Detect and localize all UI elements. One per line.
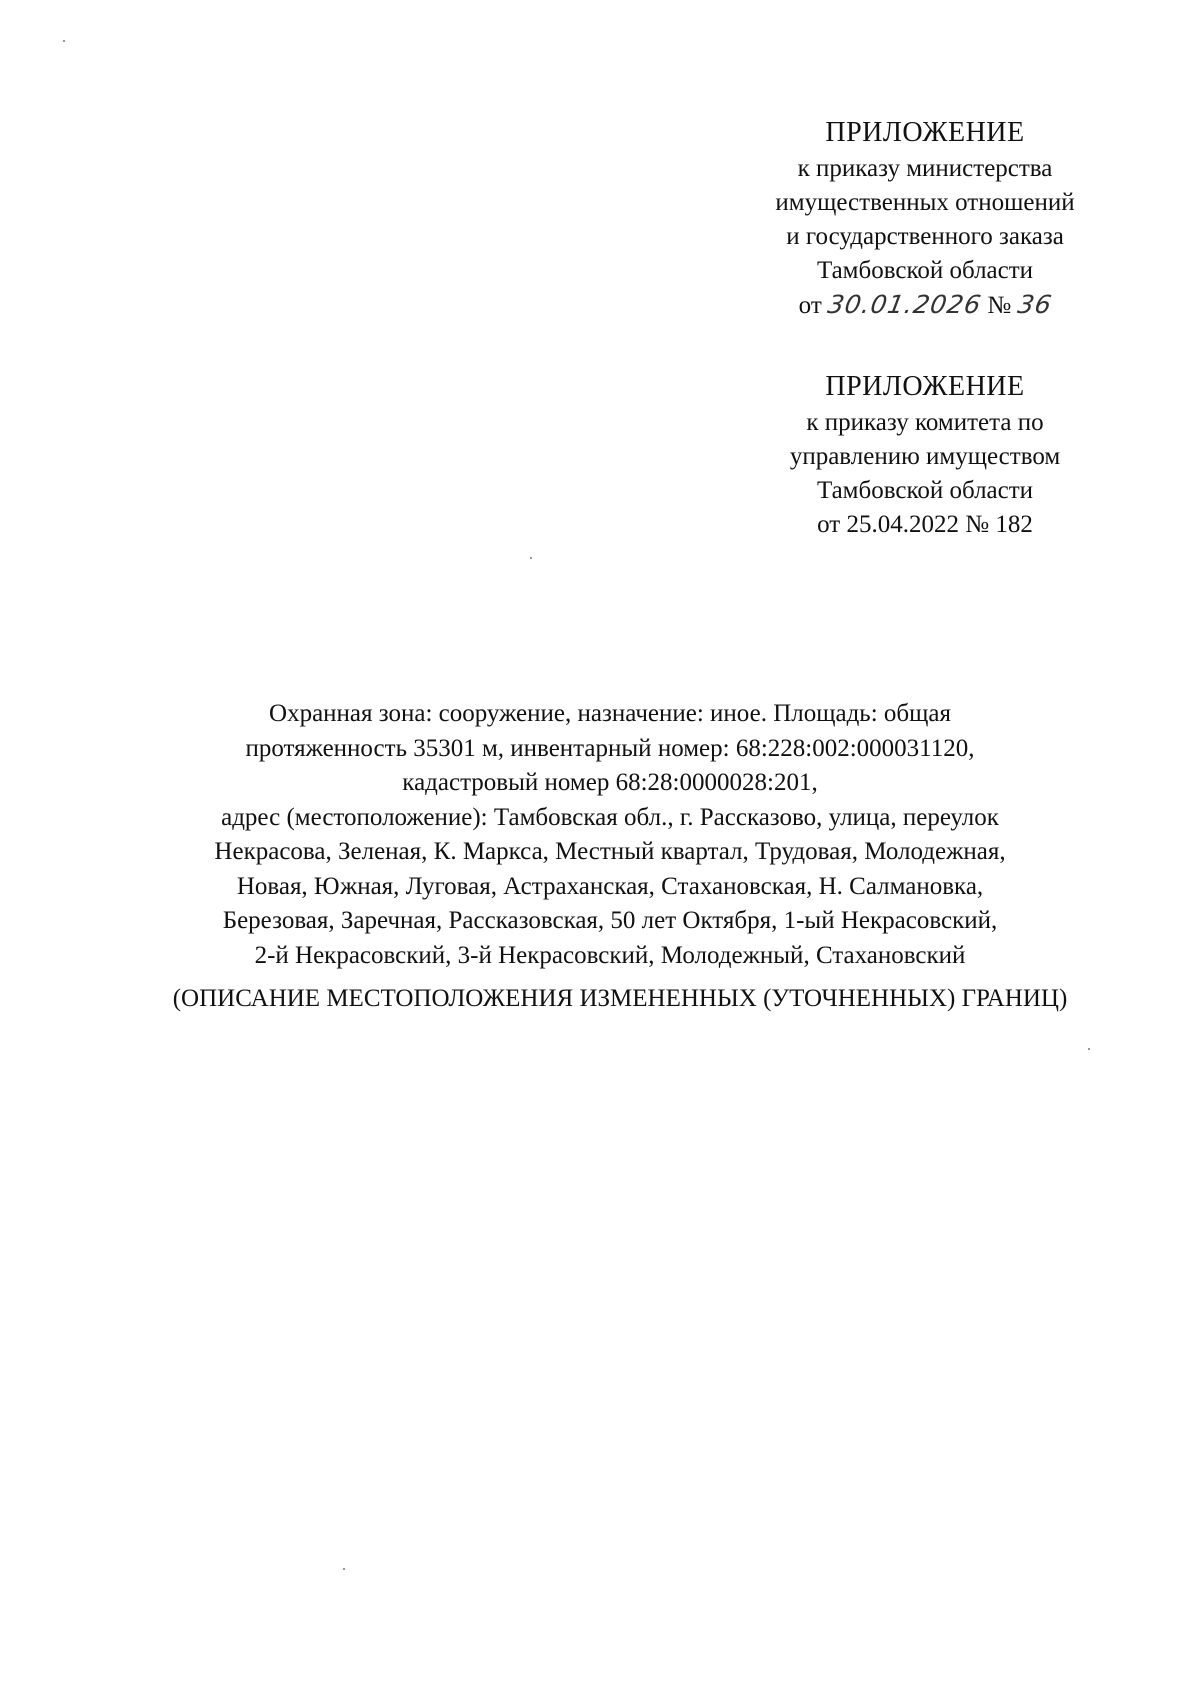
handwritten-date: 30.01.2026 (825, 290, 984, 319)
section-subtitle: (ОПИСАНИЕ МЕСТОПОЛОЖЕНИЯ ИЗМЕНЕННЫХ (УТОЧНЕННЫХ) ГРАНИЦ) (172, 985, 1068, 1012)
description-line: протяженность 35301 м, инвентарный номер: 68:228:002:000031120, (245, 734, 975, 762)
scan-speck (530, 557, 532, 559)
appendix-previous (735, 368, 1115, 542)
appendix-heading: ПРИЛОЖЕНИЕ (825, 117, 1025, 148)
scan-speck (63, 40, 65, 42)
description-line: Новая, Южная, Луговая, Астраханская, Стахановская, Н. Салмановка, (236, 872, 984, 900)
appendix-line: и государственного заказа (786, 223, 1064, 250)
handwritten-number: 36 (1015, 290, 1054, 319)
scan-speck (1088, 1048, 1090, 1050)
description-line: адрес (местоположение): Тамбовская обл., г. Рассказово, улица, переулок (221, 803, 999, 831)
appendix-line: от 25.04.2022 № 182 (817, 511, 1033, 538)
description-line: кадастровый номер 68:28:0000028:201, (402, 769, 818, 796)
appendix-line: управлению имуществом (789, 443, 1061, 470)
description-line: Охранная зона: сооружение, назначение: иное. Площадь: общая (269, 700, 951, 727)
appendix-line: к приказу министерства (797, 155, 1053, 182)
scan-speck (343, 1568, 345, 1570)
appendix-current (735, 114, 1115, 323)
zone-description (140, 697, 1080, 973)
appendix-line: имущественных отношений (775, 189, 1075, 216)
appendix-line: Тамбовской области (816, 477, 1034, 504)
appendix-line: Тамбовской области (816, 257, 1034, 284)
description-line: Березовая, Заречная, Рассказовская, 50 лет Октября, 1-ый Некрасовский, (222, 907, 998, 934)
appendix-heading: ПРИЛОЖЕНИЕ (825, 371, 1025, 402)
description-line: Некрасова, Зеленая, К. Маркса, Местный квартал, Трудовая, Молодежная, (214, 838, 1006, 865)
appendix-date-line (735, 288, 1115, 323)
date-prefix: от (798, 292, 822, 319)
appendix-line: к приказу комитета по (806, 409, 1044, 436)
number-prefix: № (987, 292, 1012, 319)
description-line: 2-й Некрасовский, 3-й Некрасовский, Молодежный, Стахановский (254, 941, 966, 969)
